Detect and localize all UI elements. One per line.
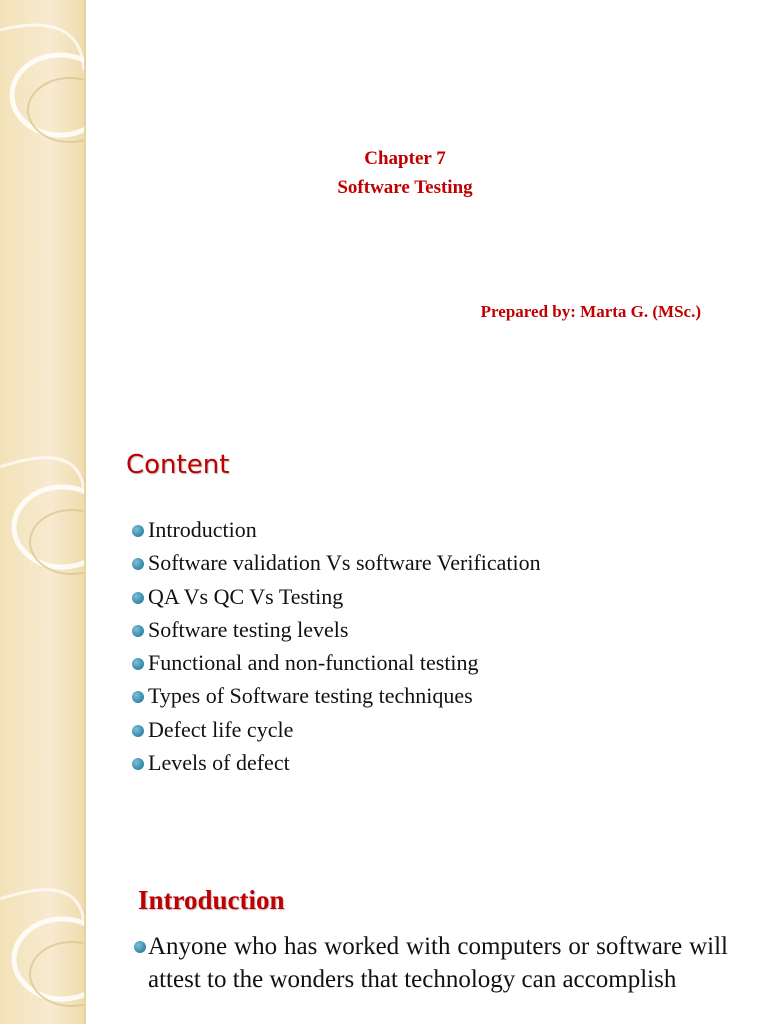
bullet-icon [132,691,144,703]
chapter-title: Software Testing [337,177,473,198]
list-item [132,516,541,549]
list-item [132,649,541,682]
list-item-text: QA Vs QC Vs Testing [148,583,344,609]
band-divider [84,0,86,432]
swirl-ornament-icon [0,0,84,432]
chapter-number: Chapter 7 [364,148,446,169]
bullet-icon [132,625,144,637]
list-item [132,583,541,616]
list-item [132,749,541,782]
content-slide [0,432,768,864]
list-item-text: Levels of defect [148,750,290,776]
author-credit: Prepared by: Marta G. (MSc.) [480,302,701,321]
swirl-ornament-icon [0,864,84,1024]
bullet-icon [132,592,144,604]
introduction-heading: Introduction [138,885,285,915]
decorative-side-band [0,864,84,1024]
list-item-text: Functional and non-functional testing [148,650,479,676]
bullet-icon [132,658,144,670]
list-item-text: Defect life cycle [148,716,294,742]
bullet-icon [134,941,146,953]
decorative-side-band [0,432,84,864]
band-divider [84,432,86,864]
list-item [132,616,541,649]
bullet-icon [132,558,144,570]
list-item [132,716,541,749]
list-item-text: Types of Software testing techniques [148,683,473,709]
bullet-icon [132,758,144,770]
list-item [132,549,541,582]
swirl-ornament-icon [0,432,84,864]
decorative-side-band [0,0,84,432]
introduction-paragraph: Anyone who has worked with computers or software will attest to the wonders that technology can accomplish [148,933,728,993]
list-item-text: Software validation Vs software Verification [148,550,541,576]
list-item-text: Introduction [148,517,257,542]
bullet-icon [132,725,144,737]
list-item [132,682,541,715]
list-item-text: Software testing levels [148,616,349,642]
content-heading: Content [126,450,230,480]
band-divider [84,864,86,1024]
content-list [132,516,541,782]
title-slide [0,0,768,432]
introduction-slide [0,864,768,1024]
bullet-icon [132,525,144,537]
